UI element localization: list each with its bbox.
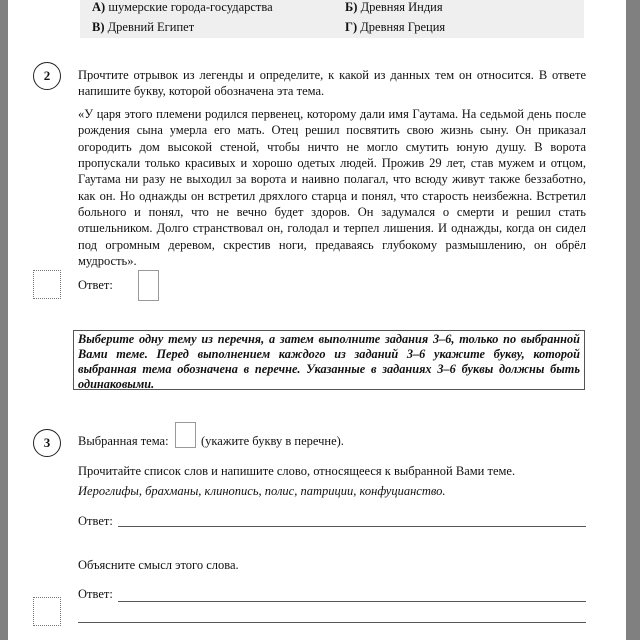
task-3-explain-instruction: Объясните смысл этого слова. xyxy=(78,558,239,572)
task-2-instruction: Прочтите отрывок из легенды и определите, к какой из данных тем он относится. В ответе напишите букву, которой обозначена эта тема. xyxy=(78,68,586,99)
task-3-explain-answer-label: Ответ: xyxy=(78,587,113,601)
topic-b: Б) Древняя Индия xyxy=(345,0,443,14)
task-3-instruction: Прочитайте список слов и напишите слово, относящееся к выбранной Вами теме. xyxy=(78,464,516,478)
task-3-chosen-topic-box[interactable] xyxy=(175,422,196,448)
task-3-explain-answer-line-1[interactable] xyxy=(118,601,586,602)
task-3-explain-answer-line-2[interactable] xyxy=(78,622,586,623)
topic-g: Г) Древняя Греция xyxy=(345,20,446,34)
task-2-number: 2 xyxy=(33,62,61,90)
task-2-answer-label: Ответ: xyxy=(78,278,113,292)
task-2-answer-box[interactable] xyxy=(138,270,159,301)
topic-list xyxy=(80,0,584,38)
task-3-score-box xyxy=(33,597,61,626)
task-2-passage: «У царя этого племени родился первенец, которому дали имя Гаутама. На седьмой день после рождения сына умерла его мать. Отец решил посвятить свою жизнь сыну. Он приказал огородить дом высокой стеной, чтобы ничто не могло смутить юную душу. В ворота пропускали только красивых и хорошо одетых людей. Прожив 29 лет, став мужем и отцом, Гаутама ни разу не выходил за ворота и наивно полагал, что всюду живут также беззаботно, как он. Но однажды он встретил дряхлого старца и понял, что старость неизбежна. Встретил больного и понял, что не вечно будет здоров. Он задумался о смерти и решил стать отшельником. Долго странствовал он, голодал и терпел лишения. И однажды, когда он сидел под огромным деревом, скрестив ноги, предаваясь глубокому размышлению, он обрёл мудрость». xyxy=(78,107,586,269)
topic-selection-notice: Выберите одну тему из перечня, а затем выполните задания 3–6, только по выбранной Вами теме. Перед выполнением каждого из заданий 3–6 укажите букву, которой выбранная тема обозначена в перечне. Указанные в заданиях 3–6 буквы должны быть одинаковыми. xyxy=(73,330,585,390)
task-3-answer-label: Ответ: xyxy=(78,514,113,528)
task-3-answer-line[interactable] xyxy=(118,526,586,527)
task-3-chosen-topic-hint: (укажите букву в перечне). xyxy=(201,434,344,448)
topic-a: А) шумерские города-государства xyxy=(92,0,273,14)
task-3-number: 3 xyxy=(33,429,61,457)
task-3-word-list: Иероглифы, брахманы, клинопись, полис, патриции, конфуцианство. xyxy=(78,484,446,498)
exam-page xyxy=(8,0,626,640)
task-2-score-box xyxy=(33,270,61,299)
task-3-chosen-topic-label: Выбранная тема: xyxy=(78,434,169,448)
topic-v: В) Древний Египет xyxy=(92,20,195,34)
